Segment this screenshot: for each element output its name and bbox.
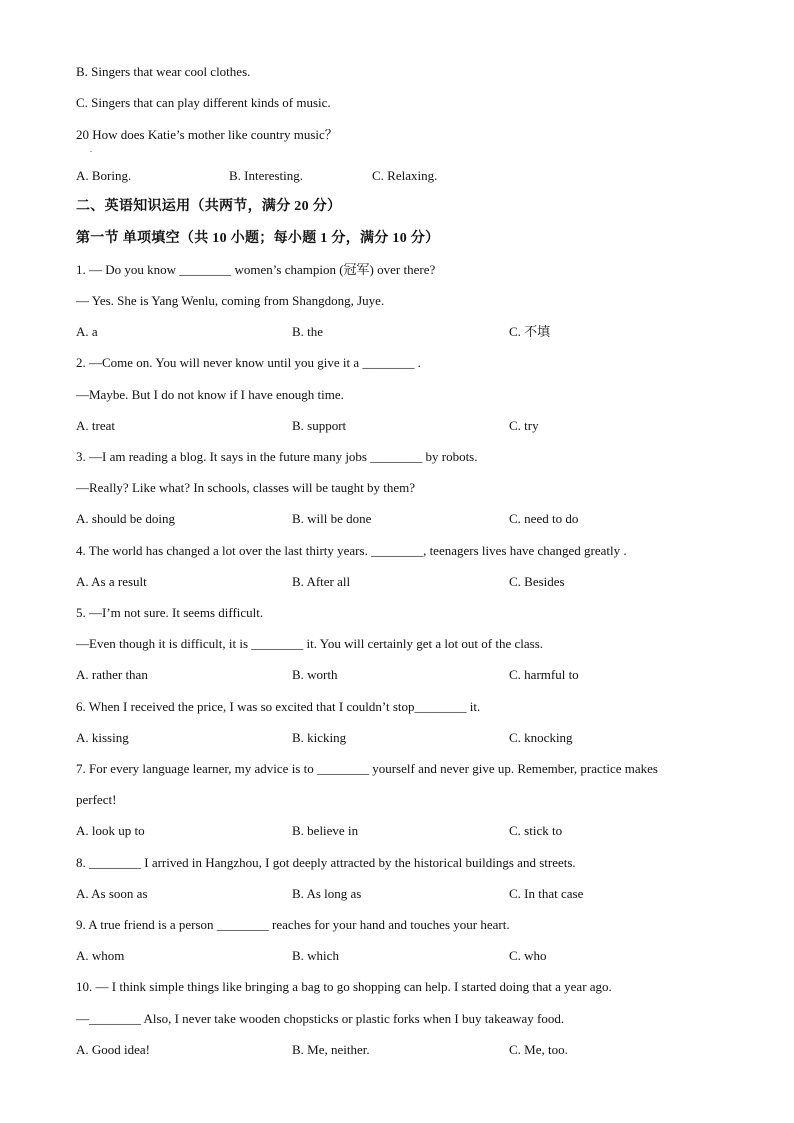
- question-9-line-1: 9. A true friend is a person ________ reaches for your hand and touches your heart.: [76, 917, 510, 932]
- question-10-line-2: —________ Also, I never take wooden chopsticks or plastic forks when I buy takeaway food.: [76, 1011, 565, 1026]
- question-8-option-a: A. As soon as: [76, 886, 148, 901]
- question-7-option-b: B. believe in: [292, 823, 359, 838]
- question-4-option-c: C. Besides: [509, 574, 565, 589]
- question-2-line-2: —Maybe. But I do not know if I have enough time.: [76, 387, 344, 402]
- question-3-line-2: —Really? Like what? In schools, classes will be taught by them?: [76, 480, 415, 495]
- question-4-option-a: A. As a result: [76, 574, 147, 589]
- question-9-option-b: B. which: [292, 948, 339, 963]
- question-2-line-1: 2. —Come on. You will never know until you give it a ________ .: [76, 355, 421, 370]
- question-7-option-a: A. look up to: [76, 823, 145, 838]
- question-6-option-c: C. knocking: [509, 730, 573, 745]
- question-10-line-1: 10. — I think simple things like bringing a bag to go shopping can help. I started doing that a year ago.: [76, 979, 612, 994]
- part-heading: 二、英语知识运用（共两节，满分 20 分）: [76, 199, 342, 214]
- question-3-line-1: 3. —I am reading a blog. It says in the future many jobs ________ by robots.: [76, 449, 478, 464]
- q20-option-c: C. Relaxing.: [372, 168, 438, 183]
- question-10-option-a: A. Good idea!: [76, 1042, 151, 1057]
- q20-option-b: B. Interesting.: [229, 168, 304, 183]
- question-8-option-b: B. As long as: [292, 886, 362, 901]
- question-2-option-a: A. treat: [76, 418, 115, 433]
- question-9-option-a: A. whom: [76, 948, 125, 963]
- question-3-option-c: C. need to do: [509, 511, 579, 526]
- question-1-option-c: C. 不填: [509, 324, 551, 339]
- question-10-option-b: B. Me, neither.: [292, 1042, 370, 1057]
- q20-stem: 20 How does Katie’s mother like country music？: [76, 127, 338, 142]
- question-6-option-a: A. kissing: [76, 730, 129, 745]
- question-7-option-c: C. stick to: [509, 823, 563, 838]
- question-1-line-1: 1. — Do you know ________ women’s champion (冠军) over there?: [76, 262, 436, 277]
- question-7-line-1: 7. For every language learner, my advice is to ________ yourself and never give up. Remember, practice makes: [76, 761, 658, 776]
- q19-option-b: B. Singers that wear cool clothes.: [76, 64, 251, 79]
- question-5-line-2: —Even though it is difficult, it is ________ it. You will certainly get a lot out of the class.: [76, 636, 543, 651]
- question-2-option-c: C. try: [509, 418, 539, 433]
- question-8-option-c: C. In that case: [509, 886, 584, 901]
- question-5-option-c: C. harmful to: [509, 667, 579, 682]
- question-4-option-b: B. After all: [292, 574, 351, 589]
- q19-option-c: C. Singers that can play different kinds of music.: [76, 95, 331, 110]
- question-1-option-a: A. a: [76, 324, 98, 339]
- question-3-option-a: A. should be doing: [76, 511, 175, 526]
- stray-dot-mark: .: [90, 145, 92, 154]
- question-3-option-b: B. will be done: [292, 511, 372, 526]
- question-5-option-b: B. worth: [292, 667, 338, 682]
- question-5-line-1: 5. —I’m not sure. It seems difficult.: [76, 605, 264, 620]
- question-2-option-b: B. support: [292, 418, 347, 433]
- q20-option-a: A. Boring.: [76, 168, 132, 183]
- question-4-line-1: 4. The world has changed a lot over the last thirty years. ________, teenagers lives have changed greatly .: [76, 543, 627, 558]
- question-6-line-1: 6. When I received the price, I was so excited that I couldn’t stop________ it.: [76, 699, 481, 714]
- question-8-line-1: 8. ________ I arrived in Hangzhou, I got deeply attracted by the historical buildings and streets.: [76, 855, 576, 870]
- question-1-line-2: — Yes. She is Yang Wenlu, coming from Shangdong, Juye.: [76, 293, 385, 308]
- question-6-option-b: B. kicking: [292, 730, 347, 745]
- question-10-option-c: C. Me, too.: [509, 1042, 568, 1057]
- question-9-option-c: C. who: [509, 948, 547, 963]
- question-1-option-b: B. the: [292, 324, 324, 339]
- section-heading: 第一节 单项填空（共 10 小题；每小题 1 分，满分 10 分）: [76, 231, 440, 246]
- question-5-option-a: A. rather than: [76, 667, 148, 682]
- question-7-line-2: perfect!: [76, 792, 117, 807]
